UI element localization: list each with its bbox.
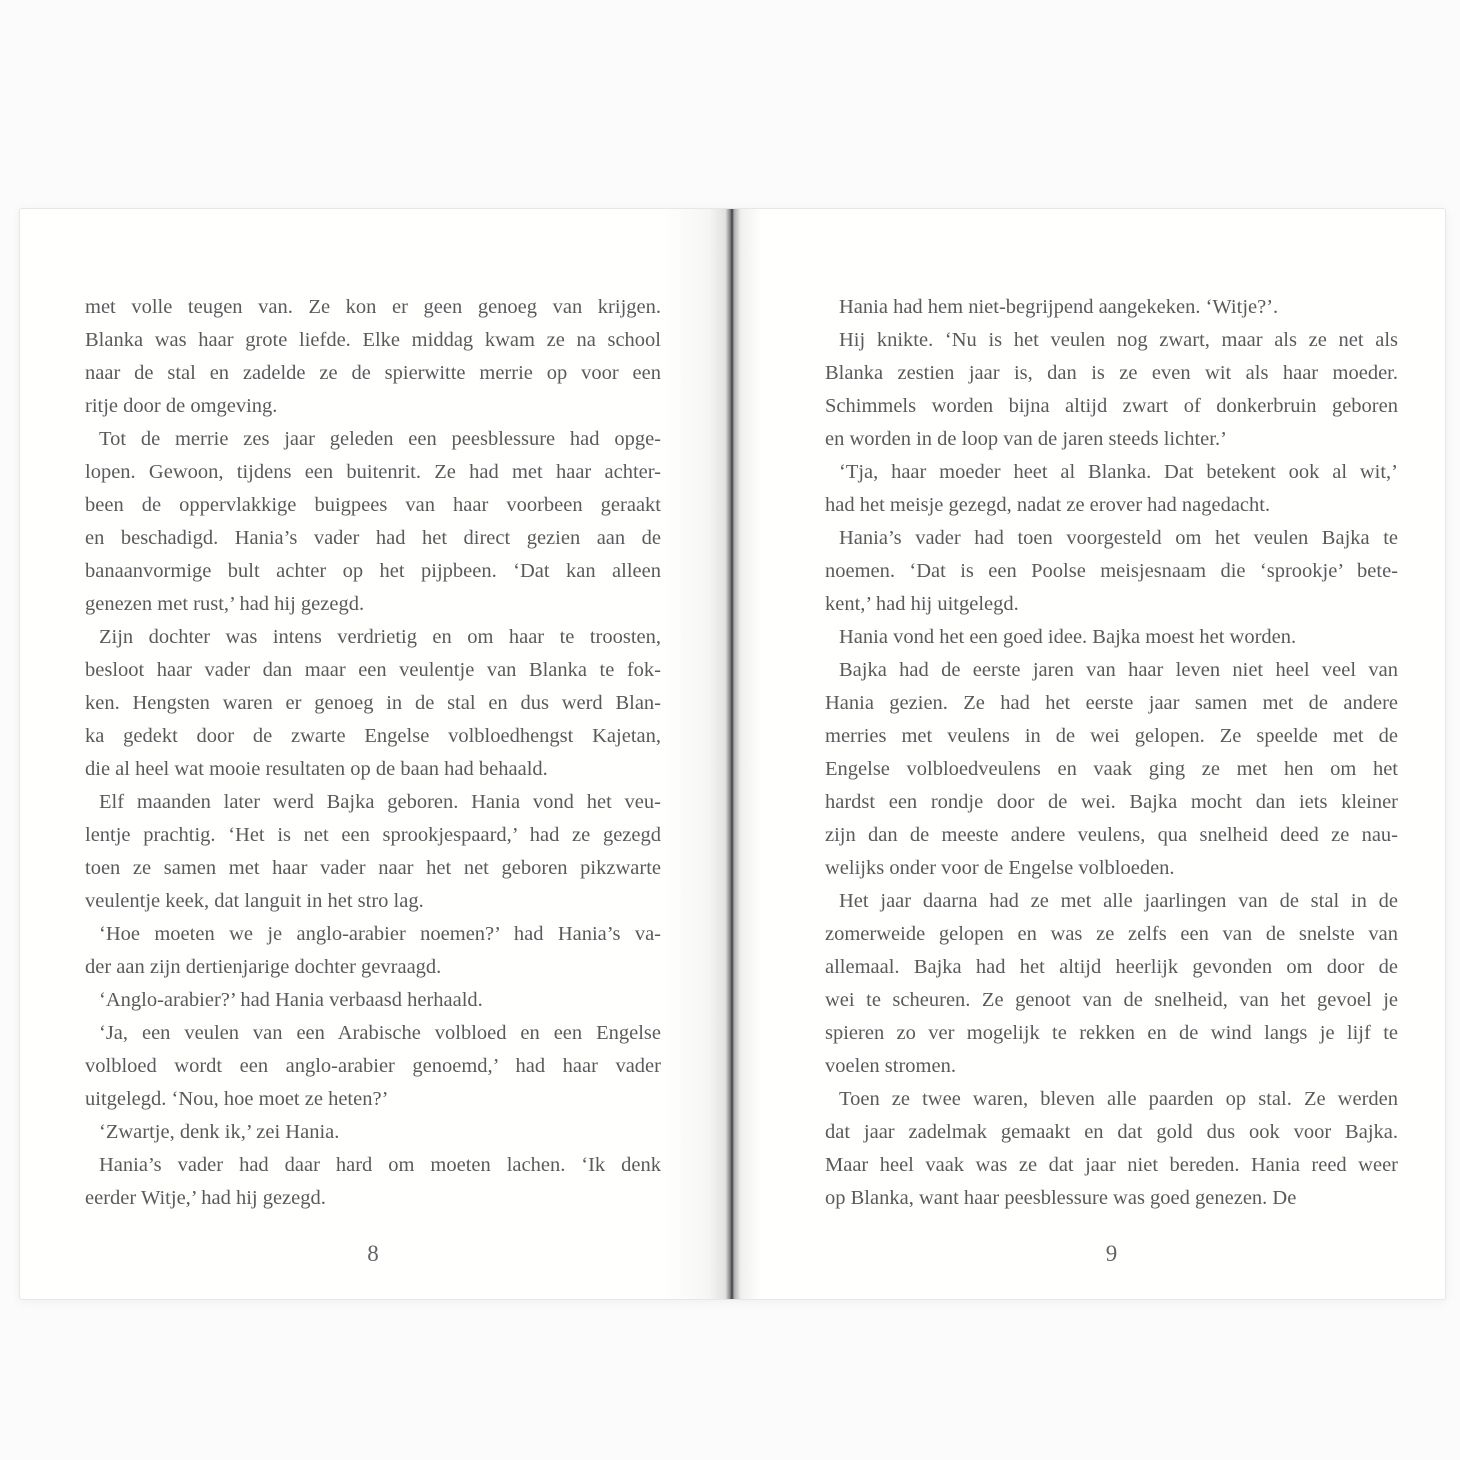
text-line: noemen. ‘Dat is een Poolse meisjesnaam die ‘sprookje’ bete- [825,560,1398,582]
paragraph [85,786,661,918]
text-line: merries met veulens in de wei gelopen. Ze speelde met de [825,725,1398,747]
text-line: ritje door de omgeving. [85,395,278,417]
text-line: voelen stromen. [825,1055,956,1077]
paragraph [85,423,661,621]
text-line: spieren zo ver mogelijk te rekken en de wind langs je lijf te [825,1022,1398,1044]
paragraph [85,918,661,984]
text-line: uitgelegd. ‘Nou, hoe moet ze heten?’ [85,1088,389,1110]
text-line: lentje prachtig. ‘Het is net een sprookjespaard,’ had ze gezegd [85,824,661,846]
paragraph [85,984,661,1017]
text-line: Tot de merrie zes jaar geleden een peesblessure had opge- [99,428,661,450]
text-line: ken. Hengsten waren er genoeg in de stal en dus werd Blan- [85,692,661,714]
text-line: die al heel wat mooie resultaten op de baan had behaald. [85,758,548,780]
text-line: Hania gezien. Ze had het eerste jaar samen met de andere [825,692,1398,714]
text-line: Blanka zestien jaar is, dan is ze even wit als haar moeder. [825,362,1398,384]
text-line: eerder Witje,’ had hij gezegd. [85,1187,326,1209]
text-line: naar de stal en zadelde ze de spierwitte merrie op voor een [85,362,661,384]
text-line: Hij knikte. ‘Nu is het veulen nog zwart, maar als ze net als [839,329,1398,351]
text-line: volbloed wordt een anglo-arabier genoemd,’ had haar vader [85,1055,661,1077]
text-line: Zijn dochter was intens verdrietig en om haar te troosten, [99,626,661,648]
text-line: Hania vond het een goed idee. Bajka moest het worden. [839,626,1297,648]
text-line: Maar heel vaak was ze dat jaar niet bereden. Hania reed weer [825,1154,1398,1176]
text-line: ‘Tja, haar moeder heet al Blanka. Dat betekent ook al wit,’ [839,461,1398,483]
paragraph [85,1116,661,1149]
text-line: ‘Ja, een veulen van een Arabische volbloed en een Engelse [99,1022,661,1044]
left-page-number: 8 [367,1241,379,1266]
text-line: met volle teugen van. Ze kon er geen genoeg van krijgen. [85,296,661,318]
text-line: en beschadigd. Hania’s vader had het direct gezien aan de [85,527,661,549]
text-line: Hania had hem niet-begrijpend aangekeken. ‘Witje?’. [839,296,1279,318]
paragraph [825,1083,1398,1215]
book-spread [19,208,1446,1300]
paragraph [825,456,1398,522]
right-page-number: 9 [1105,1241,1118,1266]
text-line: zijn dan de meeste andere veulens, qua snelheid deed ze nau- [825,824,1398,846]
paragraph [85,1149,661,1215]
paragraph [825,885,1398,1083]
text-line: allemaal. Bajka had het altijd heerlijk gevonden om door de [825,956,1398,978]
text-line: en worden in de loop van de jaren steeds lichter.’ [825,428,1227,450]
paragraph [825,291,1398,324]
text-line: ‘Hoe moeten we je anglo-arabier noemen?’ had Hania’s va- [99,923,661,945]
text-line: had het meisje gezegd, nadat ze erover had nagedacht. [825,494,1271,516]
text-line: Engelse volbloedveulens en vaak ging ze met hen om het [825,758,1398,780]
text-line: besloot haar vader dan maar een veulentje van Blanka te fok- [85,659,661,681]
text-line: der aan zijn dertienjarige dochter gevraagd. [85,956,442,978]
text-line: zomerweide gelopen en was ze zelfs een van de snelste van [825,923,1398,945]
text-line: Het jaar daarna had ze met alle jaarlingen van de stal in de [839,890,1398,912]
text-line: toen ze samen met haar vader naar het net geboren pikzwarte [85,857,661,879]
paragraph [85,1017,661,1116]
text-line: lopen. Gewoon, tijdens een buitenrit. Ze had met haar achter- [85,461,661,483]
text-line: genezen met rust,’ had hij gezegd. [85,593,365,615]
text-line: kent,’ had hij uitgelegd. [825,593,1019,615]
text-line: dat jaar zadelmak gemaakt en dat gold dus ook voor Bajka. [825,1121,1398,1143]
paragraph [825,522,1398,621]
paragraph [825,621,1398,654]
book-gutter-shadow [661,209,801,1299]
text-line: ‘Zwartje, denk ik,’ zei Hania. [99,1121,340,1143]
text-line: veulentje keek, dat languit in het stro lag. [85,890,424,912]
paragraph [85,291,661,423]
text-line: Toen ze twee waren, bleven alle paarden op stal. Ze werden [839,1088,1398,1110]
text-line: Schimmels worden bijna altijd zwart of donkerbruin geboren [825,395,1398,417]
text-line: Hania’s vader had daar hard om moeten lachen. ‘Ik denk [99,1154,661,1176]
right-page-text [825,291,1398,1215]
text-line: wei te scheuren. Ze genoot van de snelheid, van het gevoel je [825,989,1398,1011]
text-line: hardst een rondje door de wei. Bajka mocht dan iets kleiner [825,791,1398,813]
text-line: ‘Anglo-arabier?’ had Hania verbaasd herhaald. [99,989,483,1011]
left-page-text [85,291,661,1215]
text-line: Bajka had de eerste jaren van haar leven niet heel veel van [839,659,1398,681]
text-line: Hania’s vader had toen voorgesteld om het veulen Bajka te [839,527,1398,549]
text-line: ka gedekt door de zwarte Engelse volbloedhengst Kajetan, [85,725,661,747]
text-line: Blanka was haar grote liefde. Elke middag kwam ze na school [85,329,661,351]
text-line: been de oppervlakkige buigpees van haar voorbeen geraakt [85,494,661,516]
text-line: banaanvormige bult achter op het pijpbeen. ‘Dat kan alleen [85,560,661,582]
text-line: welijks onder voor de Engelse volbloeden. [825,857,1175,879]
text-line: op Blanka, want haar peesblessure was goed genezen. De [825,1187,1297,1209]
paragraph [825,324,1398,456]
text-line: Elf maanden later werd Bajka geboren. Hania vond het veu- [99,791,661,813]
paragraph [85,621,661,786]
paragraph [825,654,1398,885]
